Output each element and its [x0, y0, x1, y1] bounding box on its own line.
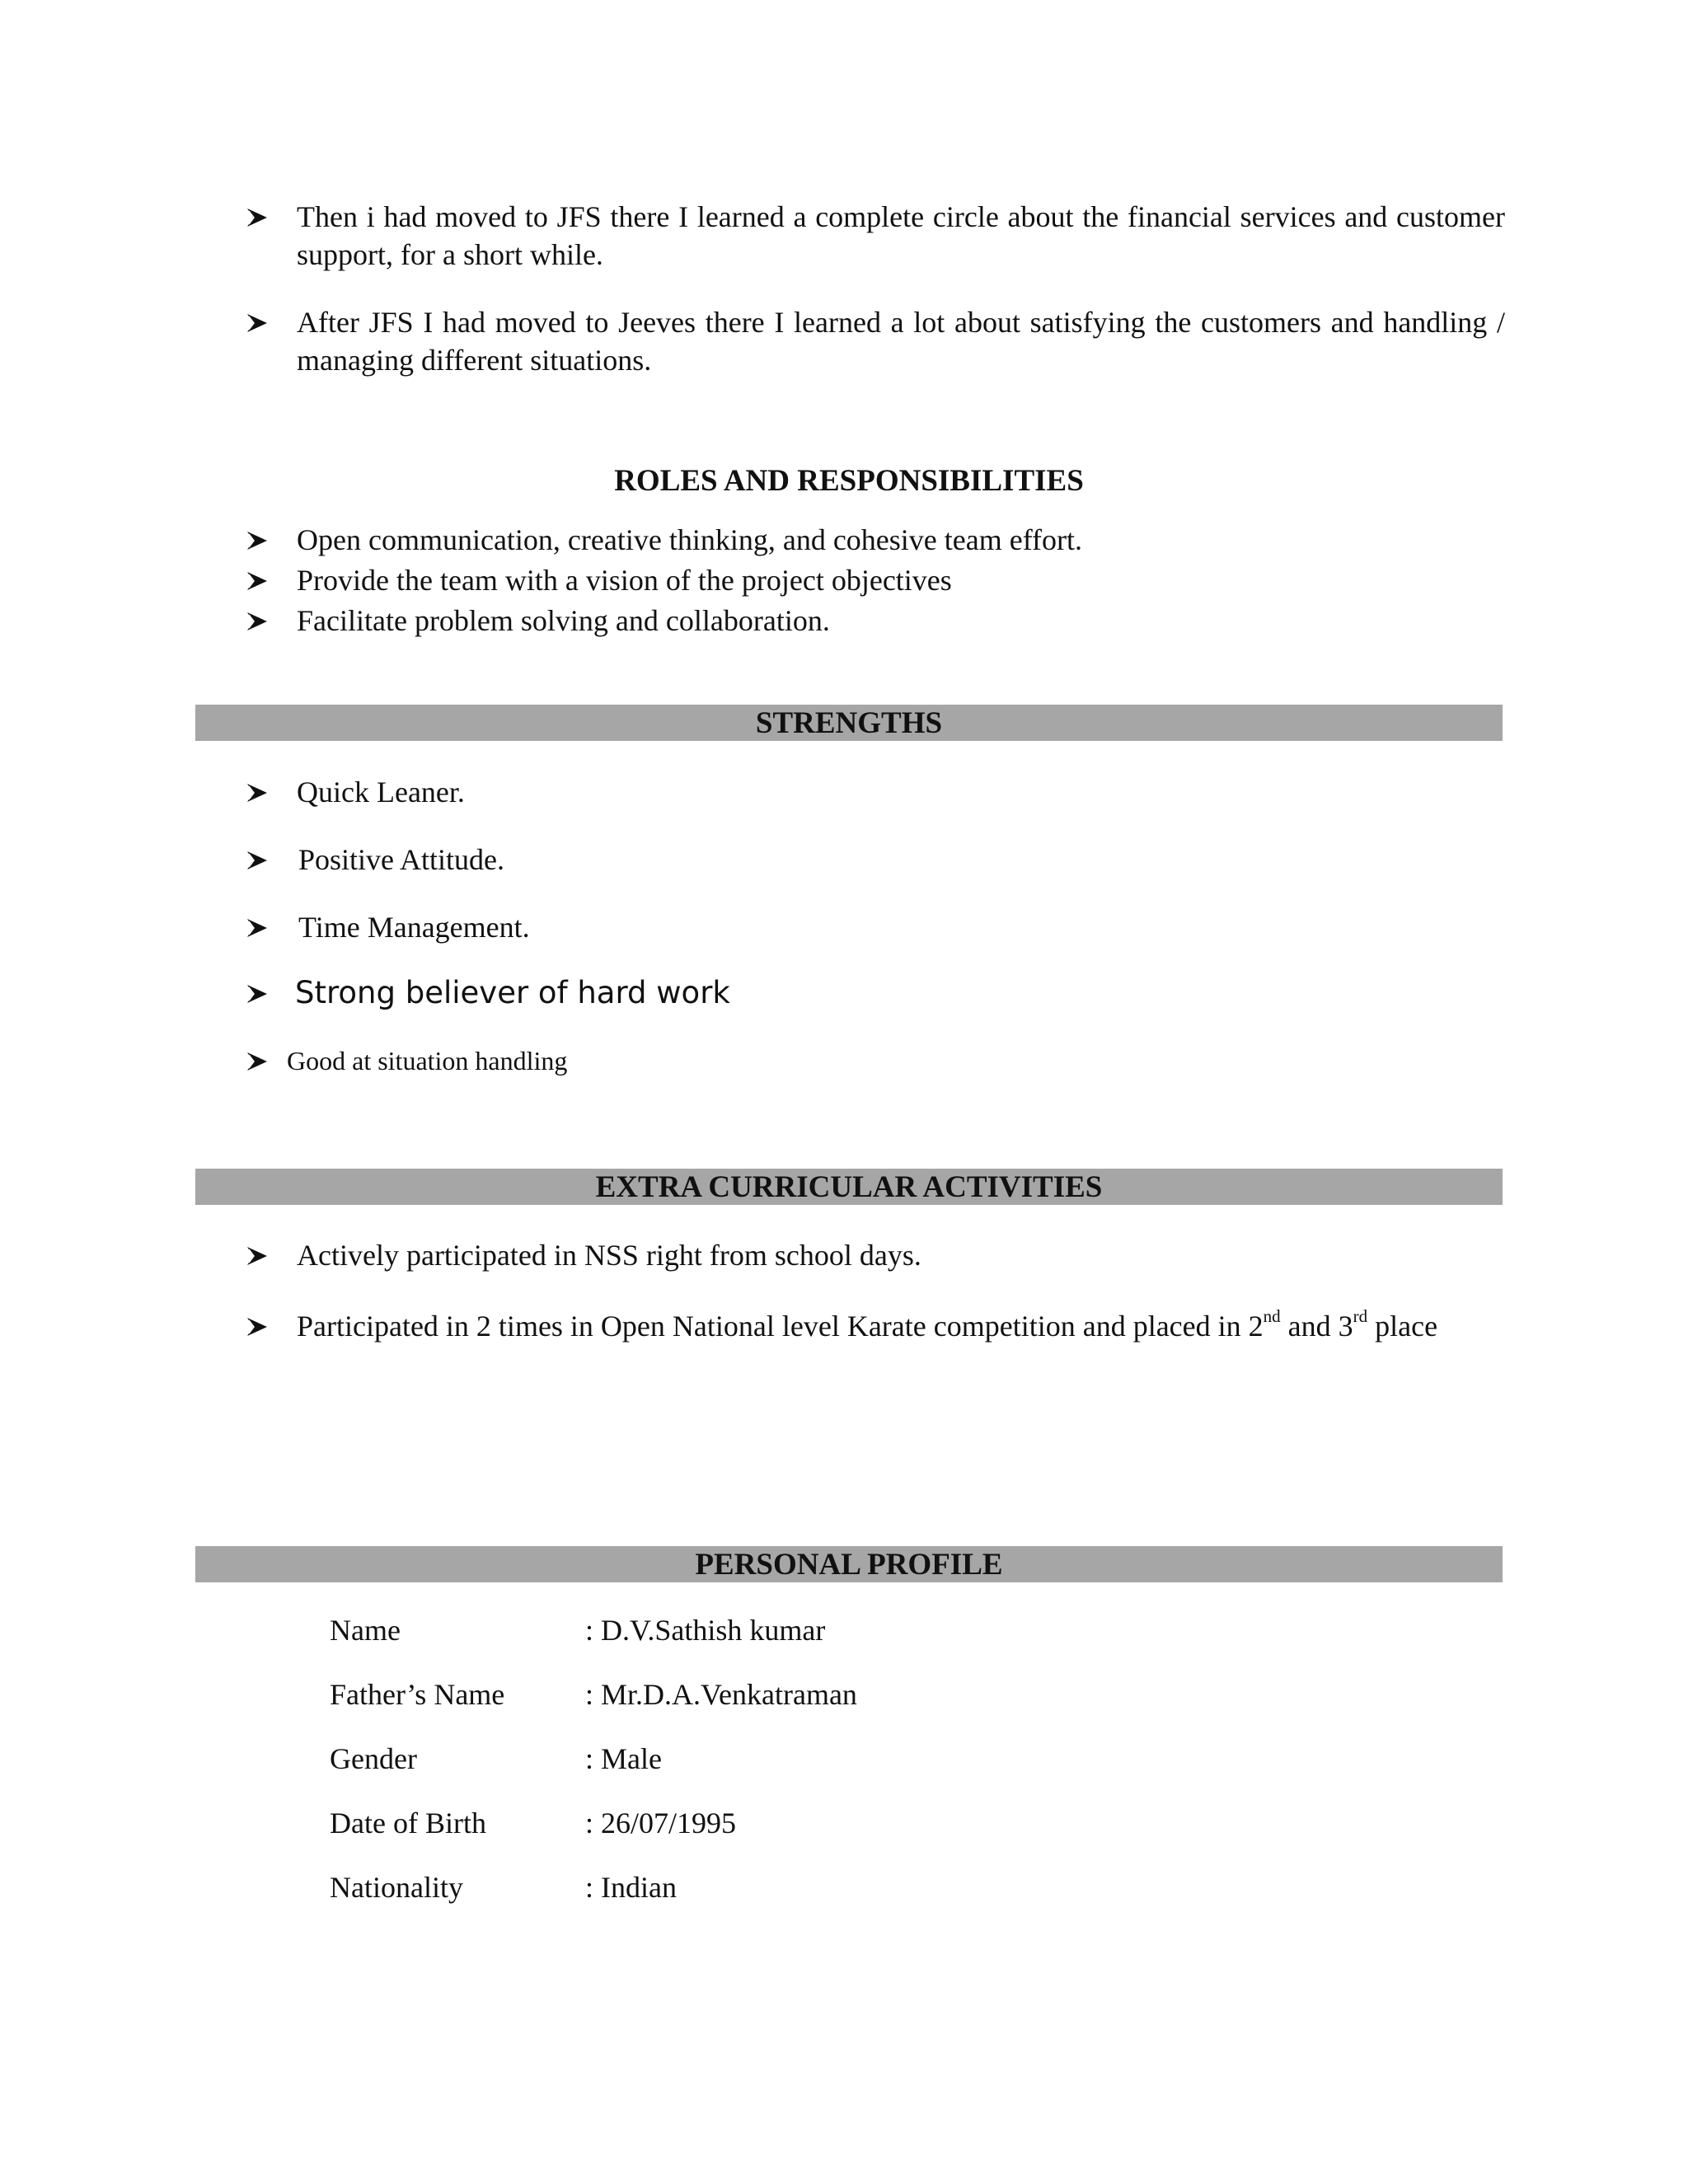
strengths-section-header: STRENGTHS: [195, 705, 1503, 741]
ordinal-suffix: rd: [1353, 1306, 1368, 1326]
profile-label: Nationality: [330, 1871, 463, 1904]
profile-value: : Male: [585, 1742, 662, 1775]
list-item-text: Time Management.: [298, 911, 530, 944]
arrowhead-bullet-icon: [247, 1307, 272, 1345]
arrowhead-bullet-icon: [247, 198, 272, 236]
list-item-text: After JFS I had moved to Jeeves there I learned a lot about satisfying the customers and handling / managing different situations.: [297, 306, 1505, 377]
profile-label: Gender: [330, 1742, 417, 1775]
ordinal-suffix: nd: [1263, 1306, 1281, 1326]
list-item-text: Strong believer of hard work: [295, 975, 730, 1010]
arrowhead-bullet-icon: [247, 303, 272, 341]
arrowhead-bullet-icon: [247, 907, 272, 948]
list-item-text: Facilitate problem solving and collaboration.: [297, 604, 830, 637]
arrowhead-bullet-icon: [247, 561, 272, 599]
arrowhead-bullet-icon: [247, 521, 272, 559]
roles-bullet-list: [247, 521, 1505, 642]
list-item-text: Provide the team with a vision of the project objectives: [297, 564, 952, 597]
extra-curricular-bullet-list: [247, 1236, 1505, 1345]
roles-heading: ROLES AND RESPONSIBILITIES: [614, 464, 1084, 498]
arrowhead-bullet-icon: [247, 972, 272, 1014]
arrowhead-bullet-icon: [247, 602, 272, 640]
profile-value: : Indian: [585, 1871, 677, 1904]
list-item-text: Quick Leaner.: [297, 776, 465, 808]
list-item-text: Actively participated in NSS right from school days.: [297, 1239, 921, 1272]
list-item: [247, 561, 1505, 599]
list-item-text: Then i had moved to JFS there I learned a complete circle about the financial services and customer support, for a short while.: [297, 200, 1505, 271]
experience-bullet-list: [247, 198, 1505, 409]
profile-label: Father’s Name: [330, 1678, 505, 1711]
profile-label: Name: [330, 1614, 401, 1647]
personal-profile-section-header: PERSONAL PROFILE: [195, 1546, 1503, 1582]
list-item: [247, 1236, 1505, 1274]
profile-value: : D.V.Sathish kumar: [585, 1614, 826, 1647]
list-item-text: Open communication, creative thinking, and cohesive team effort.: [297, 523, 1083, 556]
profile-label: Date of Birth: [330, 1807, 486, 1840]
list-item: [247, 198, 1505, 274]
profile-value: : Mr.D.A.Venkatraman: [585, 1678, 857, 1711]
list-item: [247, 602, 1505, 640]
arrowhead-bullet-icon: [247, 839, 272, 880]
list-item: [247, 521, 1505, 559]
list-item: [247, 303, 1505, 379]
list-item-text: Positive Attitude.: [298, 843, 505, 876]
arrowhead-bullet-icon: [247, 1236, 272, 1274]
list-item-text: Participated in 2 times in Open National level Karate competition and placed in 2nd and 3rd place: [297, 1306, 1438, 1343]
arrowhead-bullet-icon: [247, 1040, 272, 1081]
profile-value: : 26/07/1995: [585, 1807, 737, 1840]
arrowhead-bullet-icon: [247, 771, 272, 813]
list-item: [247, 1307, 1505, 1345]
list-item-text: Good at situation handling: [287, 1046, 568, 1076]
extra-curricular-section-header: EXTRA CURRICULAR ACTIVITIES: [195, 1169, 1503, 1205]
